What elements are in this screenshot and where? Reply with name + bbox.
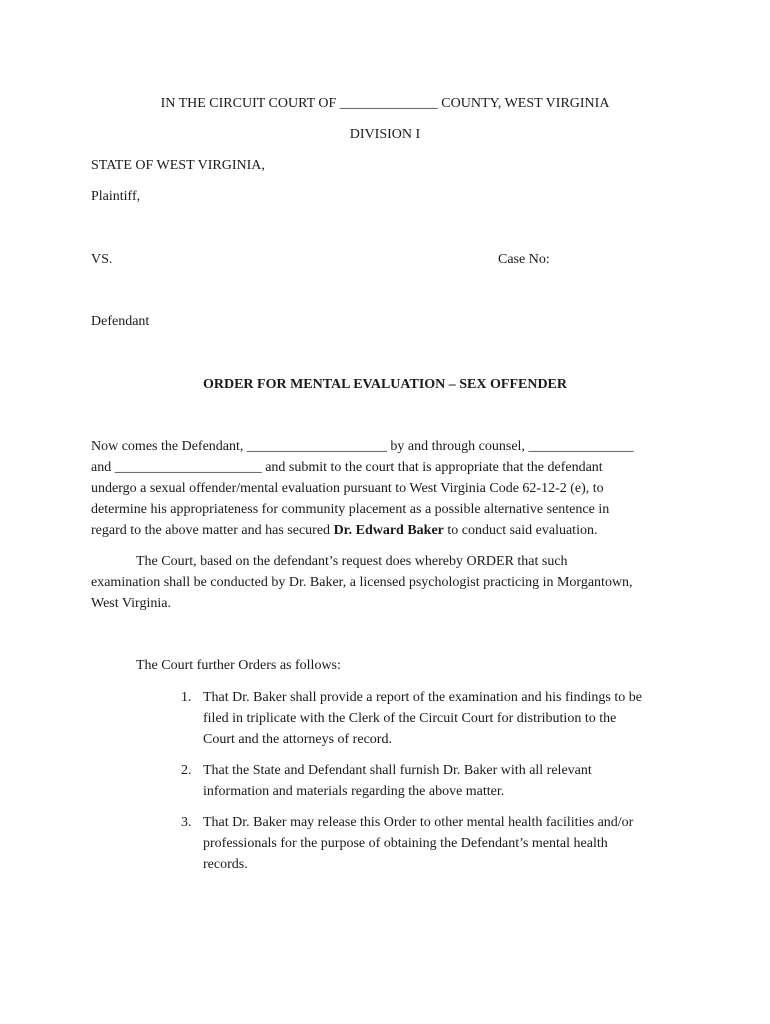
paragraph-line: and _____________________ and submit to the court that is appropriate that the defendant: [91, 460, 603, 475]
order-line: information and materials regarding the above matter.: [203, 784, 505, 799]
evaluator-name: Dr. Edward Baker: [333, 523, 444, 538]
case-number-label: Case No:: [498, 252, 550, 267]
order-line: filed in triplicate with the Clerk of the Circuit Court for distribution to the: [203, 711, 617, 726]
petition-paragraph: [91, 436, 681, 541]
versus-label: VS.: [91, 252, 113, 267]
orders-intro: The Court further Orders as follows:: [136, 658, 341, 673]
order-number: 2.: [181, 763, 192, 778]
court-heading: IN THE CIRCUIT COURT OF ______________ COUNTY, WEST VIRGINIA: [160, 96, 610, 111]
paragraph-line: examination shall be conducted by Dr. Baker, a licensed psychologist practicing in Morgantown,: [91, 575, 633, 590]
division-heading: DIVISION I: [349, 127, 421, 142]
paragraph-line: Now comes the Defendant, ____________________ by and through counsel, _______________: [91, 439, 634, 454]
defendant-label: Defendant: [91, 314, 150, 329]
order-line: Court and the attorneys of record.: [203, 732, 392, 747]
paragraph-line: [91, 520, 681, 541]
paragraph-text: to conduct said evaluation.: [443, 523, 598, 538]
order-line: That the State and Defendant shall furnish Dr. Baker with all relevant: [203, 763, 592, 778]
order-item: [181, 760, 681, 802]
order-number: 3.: [181, 815, 192, 830]
paragraph-line: determine his appropriateness for community placement as a possible alternative sentence in: [91, 502, 610, 517]
paragraph-text: regard to the above matter and has secured: [91, 523, 334, 538]
paragraph-line: West Virginia.: [91, 596, 171, 611]
court-order-paragraph: [91, 551, 681, 614]
orders-list: [181, 687, 681, 885]
paragraph-line: The Court, based on the defendant’s request does whereby ORDER that such: [136, 554, 568, 569]
order-line: records.: [203, 857, 248, 872]
order-number: 1.: [181, 690, 192, 705]
order-line: That Dr. Baker shall provide a report of the examination and his findings to be: [203, 690, 642, 705]
paragraph-line: undergo a sexual offender/mental evaluation pursuant to West Virginia Code 62-12-2 (e), to: [91, 481, 604, 496]
order-line: professionals for the purpose of obtaining the Defendant’s mental health: [203, 836, 608, 851]
plaintiff-name: STATE OF WEST VIRGINIA,: [91, 158, 265, 173]
plaintiff-label: Plaintiff,: [91, 189, 141, 204]
order-item: [181, 687, 681, 750]
order-line: That Dr. Baker may release this Order to other mental health facilities and/or: [203, 815, 634, 830]
order-title: ORDER FOR MENTAL EVALUATION – SEX OFFENDER: [202, 377, 568, 392]
order-item: [181, 812, 681, 875]
